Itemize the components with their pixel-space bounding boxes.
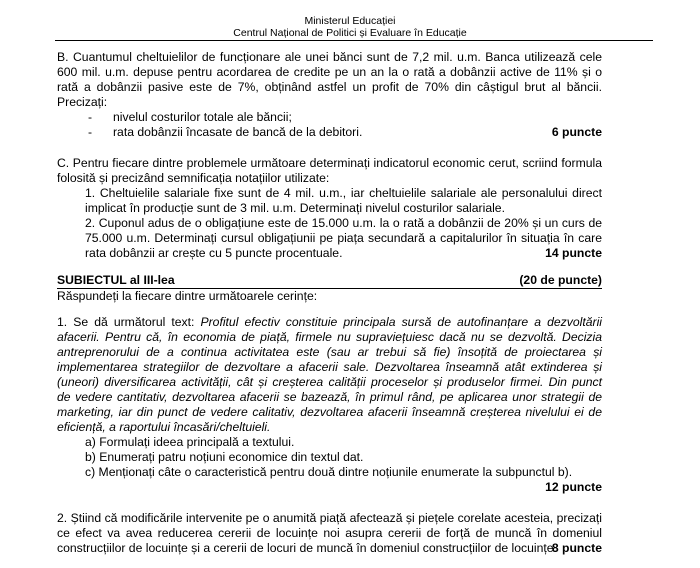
bullet-dash: -: [88, 110, 93, 124]
partC-p2-line-2: 75.000 u.m. Determinați cursul obligațiunii pe piața secundară a capitalurilor în situația în care: [85, 231, 602, 245]
q1-text-line: de vedere cantitativ, dezvoltarea afacerii se bazează, în primul rând, pe aplicarea unor strategii de: [57, 390, 602, 404]
q1-text-line: eficiență, a raportului încasări/cheltuieli.: [57, 420, 271, 434]
partC-p1-line-1: 1. Cheltuielile salariale fixe sunt de 4 mil. u.m., iar cheltuielile salariale ale personalului direct: [85, 186, 602, 200]
partB-line-1: B. Cuantumul cheltuielilor de funcționare ale unei bănci sunt de 7,2 mil. u.m. Banca utilizează cele: [57, 50, 602, 64]
q1-lead: 1. Se dă următorul text:: [57, 315, 201, 329]
q1-text-line: implementarea strategiilor de dezvoltare a afacerii sale. Dezvoltarea înseamnă atât extinderea și: [57, 360, 602, 374]
q1-quote-start: Profitul efectiv constituie principala sursă de autofinanțare a dezvoltării: [200, 315, 602, 329]
partB-item-1: nivelul costurilor totale ale băncii;: [113, 110, 292, 124]
q1-task-a: a) Formulați ideea principală a textului.: [85, 435, 295, 449]
subject3-heading: [57, 273, 602, 289]
q1-text-line: (uneori) diversificarea activității, cât și creșterea calității proceselor și produselor firmei. Din punct: [57, 375, 602, 389]
partC-p2-line-1: 2. Cuponul adus de o obligațiune este de 15.000 u.m. la o rată a dobânzii de 20% și un curs de: [85, 216, 602, 230]
q1-text-line: marketing, iar din punct de vedere calitativ, dezvoltarea afacerii înseamnă creșterea nivelului ei de: [57, 405, 602, 419]
q2-line-3: construcțiilor de locuințe și a cererii de locuri de muncă în domeniul construcțiilor de locuințe.: [57, 541, 557, 555]
partC-points: 14 puncte: [545, 246, 602, 260]
q2-points: 8 puncte: [551, 541, 602, 555]
subject3-total-points: (20 de puncte): [519, 273, 602, 287]
partB-points: 6 puncte: [551, 125, 602, 139]
q1-task-c: c) Menționați câte o caracteristică pentru două dintre noțiunile enumerate la subpunctul b).: [85, 465, 573, 479]
q1-task-b: b) Enumerați patru noțiuni economice din textul dat.: [85, 450, 364, 464]
partC-intro-2: folosită și precizând semnificația notațiilor utilizate:: [57, 171, 330, 185]
header-divider: [55, 40, 653, 41]
q1-line-1: [57, 315, 602, 330]
q1-text-line: antreprenorului de a continua activitatea este (sau ar trebui să fie) însoțită de proiectarea și: [57, 345, 602, 359]
partB-line-2: 600 mil. u.m. depuse pentru acordarea de credite pe un an la o rată a dobânzii active de 11% și o: [57, 65, 602, 79]
q2-line-2: ce efect va avea reducerea cererii de locuințe noi asupra cererii de forță de muncă în domeniul: [57, 526, 602, 540]
q2-line-1: 2. Știind că modificările intervenite pe o anumită piață afectează și piețele corelate acesteia, precizați: [57, 511, 602, 525]
partB-line-3: rată a dobânzii pasive este de 7%, obținând astfel un profit de 70% din câștigul brut al băncii.: [57, 80, 602, 94]
subject3-title: SUBIECTUL al III-lea: [57, 273, 175, 287]
bullet-dash: -: [88, 125, 93, 139]
header-center: Centrul Național de Politici și Evaluare în Educație: [233, 27, 467, 39]
partB-item-2: rata dobânzii încasate de bancă de la debitori.: [113, 125, 363, 139]
partC-intro-1: C. Pentru fiecare dintre problemele următoare determinați indicatorul economic cerut, scriind formula: [57, 156, 602, 170]
header-ministry: Ministerul Educației: [304, 15, 396, 27]
subject3-instruction: Răspundeți la fiecare dintre următoarele cerințe:: [57, 289, 318, 303]
q1-text-line: afacerii. Pentru că, în economia de piață, firmele nu supraviețuiesc dacă nu se dezvoltă. Decizia: [57, 330, 602, 344]
q1-points: 12 puncte: [545, 480, 602, 494]
partC-p2-line-3: rata dobânzii ar crește cu 5 puncte procentuale.: [85, 246, 343, 260]
partB-line-4: Precizați:: [57, 95, 108, 109]
partC-p1-line-2: implicat în producție sunt de 3 mil. u.m. Determinați nivelul costurilor salariale.: [85, 201, 505, 215]
